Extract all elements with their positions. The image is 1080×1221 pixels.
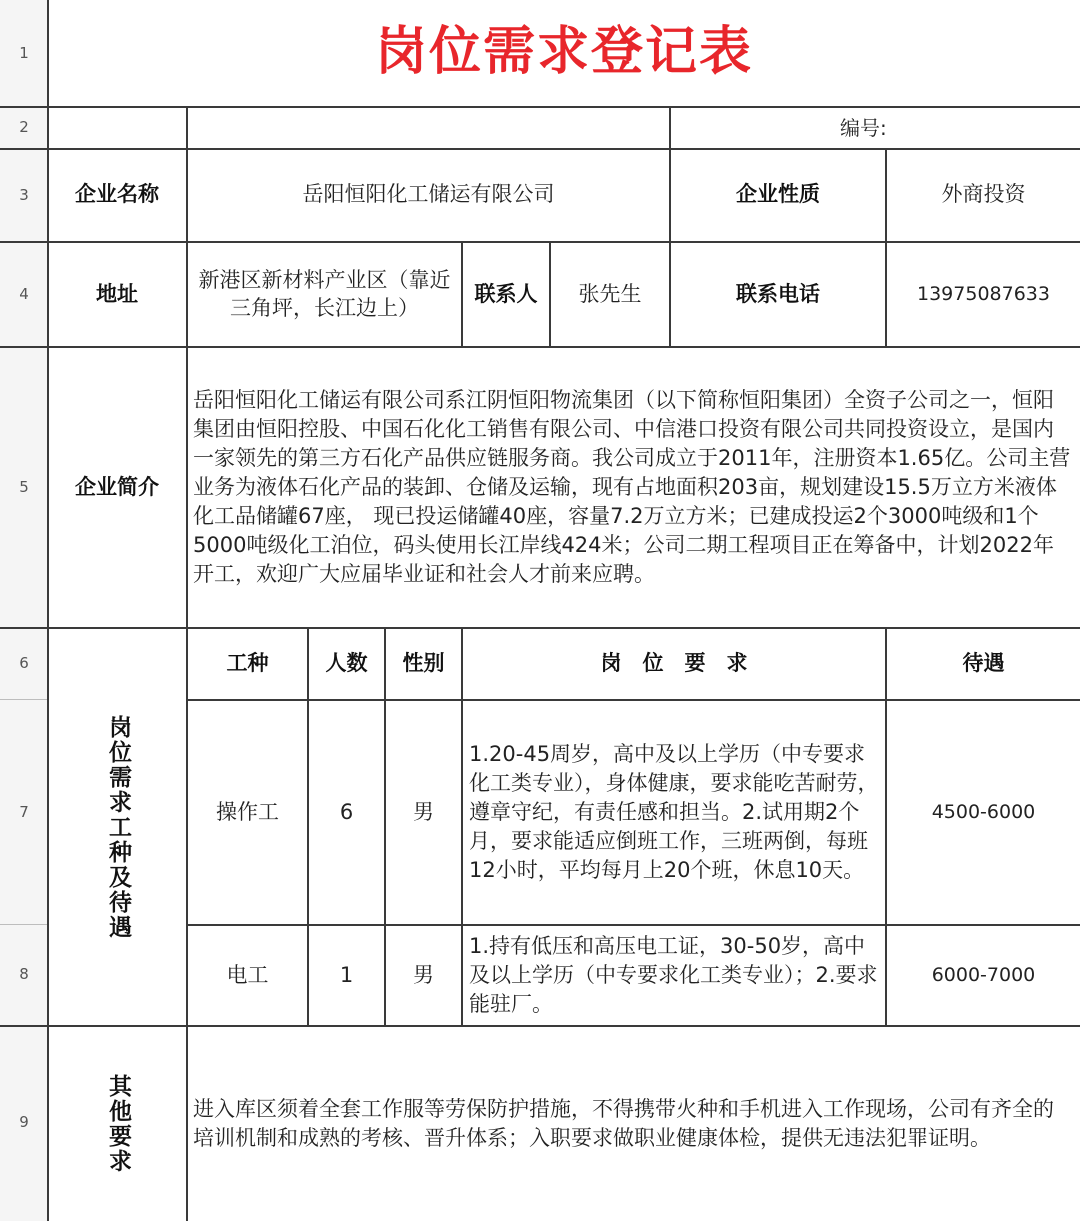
other-section (48, 1027, 186, 1221)
header-count: 人数 (325, 651, 368, 676)
job-gender: 男 (413, 962, 434, 987)
header-requirements: 岗 位 要 求 (600, 651, 748, 676)
company-nature-label: 企业性质 (736, 182, 820, 207)
job-count: 1 (339, 962, 354, 987)
job-requirements: 1.持有低压和高压电工证，30-50岁，高中及以上学历（中专要求化工类专业）；2.要求能驻厂。 (469, 934, 878, 1016)
header-salary: 待遇 (962, 651, 1005, 676)
row-number: 5 (0, 347, 48, 628)
row-number: 1 (0, 0, 48, 107)
header-gender: 性别 (402, 651, 445, 676)
address: 新港区新材料产业区（靠近三角坪，长江边上） (198, 268, 451, 320)
job-type: 操作工 (216, 799, 279, 824)
company-intro: 岳阳恒阳化工储运有限公司系江阴恒阳物流集团（以下简称恒阳集团）全资子公司之一，恒阳集团由恒阳控股、中国石化化工销售有限公司、中信港口投资有限公司共同投资设立，是国内一家领先的第三方石化产品供应链服务商。我公司成立于2011年，注册资本1.65亿。公司主营业务为液体石化产品的装卸、仓储及运输，现有占地面积203亩，规划建设15.5万立方米液体化工品储罐67座， 现已投运储罐40座，容量7.2万立方米；已建成投运2个3000吨级和1个5000吨级化工泊位，码头使用长江岸线424米；公司二期工程项目正在筹备中，计划2022年开工，欢迎广大应届毕业证和社会人才前来应聘。 (193, 388, 1071, 586)
page-title: 岗位需求登记表 (374, 22, 753, 83)
serial-number-label: 编号: (840, 116, 887, 140)
intro-label: 企业简介 (75, 474, 159, 499)
phone-label: 联系电话 (736, 281, 820, 306)
row-number: 7 (0, 700, 48, 925)
other-requirements-label: 其他要求 (104, 1074, 131, 1174)
job-requirements: 1.20-45周岁，高中及以上学历（中专要求化工类专业），身体健康，要求能吃苦耐劳，遵章守纪，有责任感和担当。2.试用期2个月，要求能适应倒班工作，三班两倒，每班12小时，平均每月上20个班，休息10天。 (469, 742, 879, 882)
job-salary: 4500-6000 (931, 801, 1036, 824)
address-label: 地址 (96, 281, 138, 306)
positions-section (48, 629, 186, 1025)
job-type: 电工 (226, 962, 269, 987)
header-job-type: 工种 (226, 651, 269, 676)
job-salary: 6000-7000 (931, 964, 1036, 987)
job-count: 6 (339, 799, 354, 824)
row-number: 2 (0, 107, 48, 149)
row-number: 4 (0, 242, 48, 347)
company-name-label: 企业名称 (75, 182, 159, 207)
company-nature: 外商投资 (941, 182, 1026, 207)
row-number: 9 (0, 1025, 48, 1221)
positions-section-label: 岗位需求工种及待遇 (104, 714, 131, 940)
row-number: 3 (0, 149, 48, 242)
row-number: 8 (0, 925, 48, 1025)
phone-number: 13975087633 (917, 283, 1050, 306)
contact-label: 联系人 (474, 281, 538, 306)
job-gender: 男 (413, 799, 434, 824)
company-name: 岳阳恒阳化工储运有限公司 (302, 182, 555, 207)
other-requirements: 进入库区须着全套工作服等劳保防护措施，不得携带火种和手机进入工作现场，公司有齐全的培训机制和成熟的考核、晋升体系；入职要求做职业健康体检，提供无违法犯罪证明。 (193, 1097, 1054, 1150)
row-number: 6 (0, 628, 48, 700)
contact-name: 张先生 (578, 281, 642, 306)
